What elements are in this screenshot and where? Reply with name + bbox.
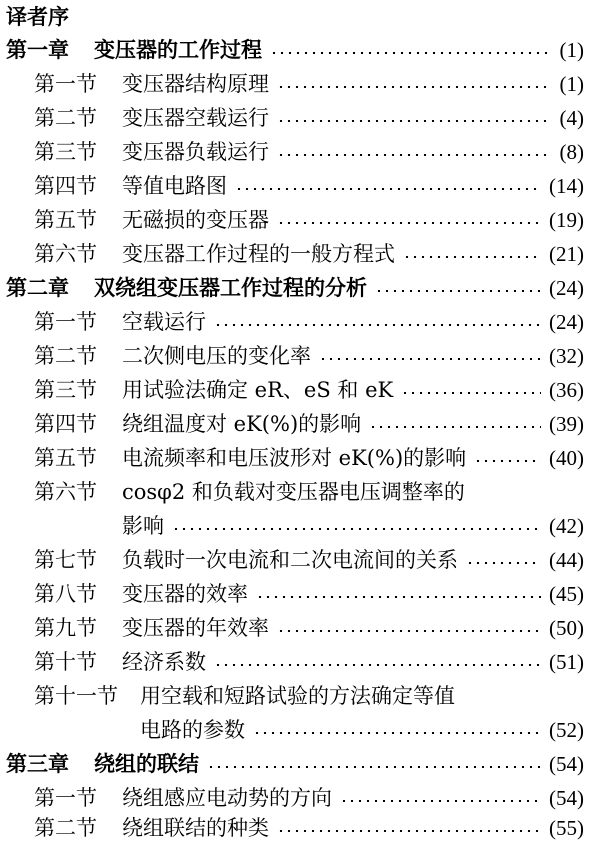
page-number: (52) — [549, 718, 584, 742]
page-number: (8) — [559, 140, 584, 164]
section-label: 第一节 — [34, 72, 97, 96]
toc-row-chapter — [6, 33, 584, 67]
leader-dots — [369, 426, 541, 428]
section-label: 第十节 — [34, 650, 97, 674]
leader-dots — [277, 830, 541, 832]
section-label: 第五节 — [34, 208, 97, 232]
toc-row-chapter — [6, 271, 584, 305]
toc-row-section — [34, 135, 584, 169]
leader-dots — [253, 732, 541, 734]
section-label: 第一节 — [34, 310, 97, 334]
chapter-label: 第一章 — [6, 37, 69, 62]
section-title: 绕组联结的种类 — [122, 816, 269, 840]
leader-dots — [256, 596, 541, 598]
toc-row-section — [34, 237, 584, 271]
section-label: 第二节 — [34, 106, 97, 130]
toc-row-section — [34, 577, 584, 611]
leader-dots — [340, 800, 541, 802]
leader-dots — [270, 52, 552, 54]
section-label: 第五节 — [34, 446, 97, 470]
toc-row-section — [34, 811, 584, 845]
toc-row-section — [34, 101, 584, 135]
section-title: 绕组温度对 eK(%)的影响 — [122, 412, 362, 436]
toc-row-section — [34, 373, 584, 407]
page-number: (1) — [559, 38, 584, 62]
leader-dots — [401, 392, 541, 394]
page-number: (51) — [549, 650, 584, 674]
toc-row-section — [34, 645, 584, 679]
toc-row-section — [34, 169, 584, 203]
page-number: (40) — [549, 446, 584, 470]
leader-dots — [277, 86, 552, 88]
section-label: 第七节 — [34, 548, 97, 572]
section-title: 用空载和短路试验的方法确定等值 — [140, 684, 455, 708]
toc-row-section — [34, 679, 584, 713]
section-title: 经济系数 — [122, 650, 206, 674]
page-number: (55) — [549, 816, 584, 840]
section-label: 第九节 — [34, 616, 97, 640]
toc-row-section — [34, 475, 584, 509]
section-label: 第六节 — [34, 480, 97, 504]
page-number: (36) — [549, 378, 584, 402]
section-title: 负载时一次电流和二次电流间的关系 — [122, 548, 458, 572]
section-label: 第三节 — [34, 378, 97, 402]
page-number: (19) — [549, 208, 584, 232]
leader-dots — [277, 154, 552, 156]
chapter-title: 绕组的联结 — [94, 751, 199, 776]
leader-dots — [403, 256, 541, 258]
page-number: (24) — [549, 310, 584, 334]
preface-heading — [6, 0, 584, 34]
leader-dots — [214, 664, 541, 666]
leader-dots — [235, 188, 541, 190]
section-label: 第四节 — [34, 412, 97, 436]
page-number: (14) — [549, 174, 584, 198]
leader-dots — [207, 766, 541, 768]
leader-dots — [466, 562, 541, 564]
toc-row-section — [34, 305, 584, 339]
leader-dots — [214, 324, 541, 326]
preface-label: 译者序 — [6, 4, 69, 29]
toc-row-section — [34, 203, 584, 237]
leader-dots — [474, 460, 541, 462]
section-title: 电路的参数 — [140, 718, 245, 742]
page-number: (1) — [559, 72, 584, 96]
toc-row-section — [34, 781, 584, 815]
section-label: 第三节 — [34, 140, 97, 164]
section-title: 影响 — [122, 514, 164, 538]
toc-row-section — [34, 407, 584, 441]
section-title: 等值电路图 — [122, 174, 227, 198]
section-title: 电流频率和电压波形对 eK(%)的影响 — [122, 446, 467, 470]
page-number: (54) — [549, 786, 584, 810]
toc-row-section — [34, 67, 584, 101]
page-number: (32) — [549, 344, 584, 368]
section-label: 第四节 — [34, 174, 97, 198]
section-title: cosφ2 和负载对变压器电压调整率的 — [122, 480, 465, 504]
page-number: (39) — [549, 412, 584, 436]
section-title: 变压器的年效率 — [122, 616, 269, 640]
page-number: (4) — [559, 106, 584, 130]
page-number: (24) — [549, 276, 584, 300]
page-number: (45) — [549, 582, 584, 606]
section-title: 变压器空载运行 — [122, 106, 269, 130]
section-label: 第十一节 — [34, 684, 118, 708]
toc-row-continuation — [140, 713, 584, 747]
section-label: 第六节 — [34, 242, 97, 266]
toc-row-section — [34, 339, 584, 373]
chapter-title: 变压器的工作过程 — [94, 37, 262, 62]
toc-row-chapter — [6, 747, 584, 781]
section-title: 变压器结构原理 — [122, 72, 269, 96]
page-number: (50) — [549, 616, 584, 640]
page-number: (42) — [549, 514, 584, 538]
leader-dots — [319, 358, 541, 360]
chapter-title: 双绕组变压器工作过程的分析 — [94, 275, 367, 300]
leader-dots — [277, 222, 541, 224]
section-label: 第二节 — [34, 816, 97, 840]
page-number: (44) — [549, 548, 584, 572]
chapter-label: 第三章 — [6, 751, 69, 776]
toc-row-section — [34, 441, 584, 475]
page-number: (21) — [549, 242, 584, 266]
section-title: 二次侧电压的变化率 — [122, 344, 311, 368]
toc-row-section — [34, 611, 584, 645]
leader-dots — [277, 630, 541, 632]
section-title: 空载运行 — [122, 310, 206, 334]
section-label: 第八节 — [34, 582, 97, 606]
toc-row-section — [34, 543, 584, 577]
page-number: (54) — [549, 752, 584, 776]
section-title: 变压器的效率 — [122, 582, 248, 606]
section-title: 用试验法确定 eR、eS 和 eK — [122, 378, 394, 402]
leader-dots — [277, 120, 552, 122]
section-title: 变压器工作过程的一般方程式 — [122, 242, 395, 266]
section-label: 第二节 — [34, 344, 97, 368]
leader-dots — [375, 290, 541, 292]
section-label: 第一节 — [34, 786, 97, 810]
section-title: 无磁损的变压器 — [122, 208, 269, 232]
chapter-label: 第二章 — [6, 275, 69, 300]
toc-row-continuation — [122, 509, 584, 543]
section-title: 绕组感应电动势的方向 — [122, 786, 332, 810]
section-title: 变压器负载运行 — [122, 140, 269, 164]
leader-dots — [172, 528, 541, 530]
